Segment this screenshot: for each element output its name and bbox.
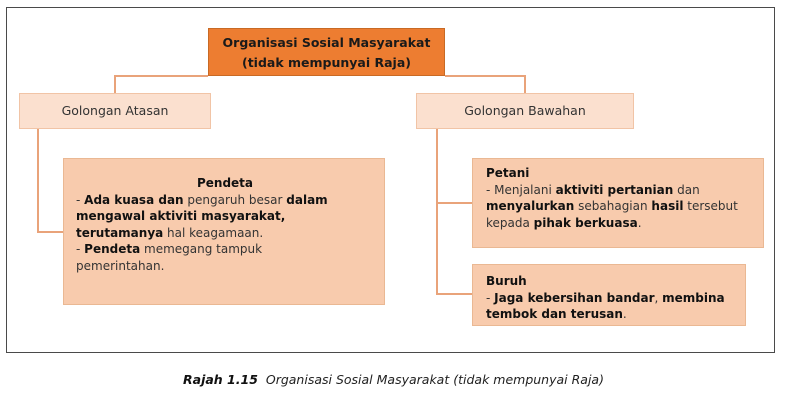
pendeta-point-1: - Ada kuasa dan pengaruh besar dalam mengawal aktiviti masyarakat, terutamanya hal keagamaan. xyxy=(76,192,328,240)
figure-caption-label: Rajah 1.15 xyxy=(183,372,258,387)
petani-box xyxy=(472,158,764,248)
pendeta-box xyxy=(63,158,385,305)
buruh-box xyxy=(472,264,746,326)
pendeta-point-2: - Pendeta memegang tampuk pemerintahan. xyxy=(76,242,263,273)
atasan-to-pendeta-connector xyxy=(38,129,63,232)
root-title-line1: Organisasi Sosial Masyarakat xyxy=(222,35,431,50)
buruh-point-1: - Jaga kebersihan bandar, membina tembok dan terusan. xyxy=(486,290,725,321)
pendeta-heading: Pendeta xyxy=(196,176,254,190)
petani-point-1: - Menjalani aktiviti pertanian dan menyalurkan sebahagian hasil tersebut kepada pihak berkuasa. xyxy=(486,182,738,230)
buruh-heading: Buruh xyxy=(486,274,527,288)
petani-heading: Petani xyxy=(486,166,530,180)
golongan-bawahan-box xyxy=(416,93,634,129)
figure-caption-text: Organisasi Sosial Masyarakat (tidak mempunyai Raja) xyxy=(265,372,604,387)
figure-caption xyxy=(0,372,787,387)
title-to-bawahan-connector xyxy=(445,76,525,93)
root-title-line2: (tidak mempunyai Raja) xyxy=(241,55,411,70)
golongan-atasan-label: Golongan Atasan xyxy=(61,103,169,118)
golongan-atasan-box xyxy=(19,93,211,129)
bawahan-to-petani-connector xyxy=(437,129,472,203)
title-to-atasan-connector xyxy=(115,76,208,93)
bawahan-to-buruh-connector xyxy=(437,203,472,294)
root-title-box xyxy=(208,28,445,76)
golongan-bawahan-label: Golongan Bawahan xyxy=(464,103,586,118)
